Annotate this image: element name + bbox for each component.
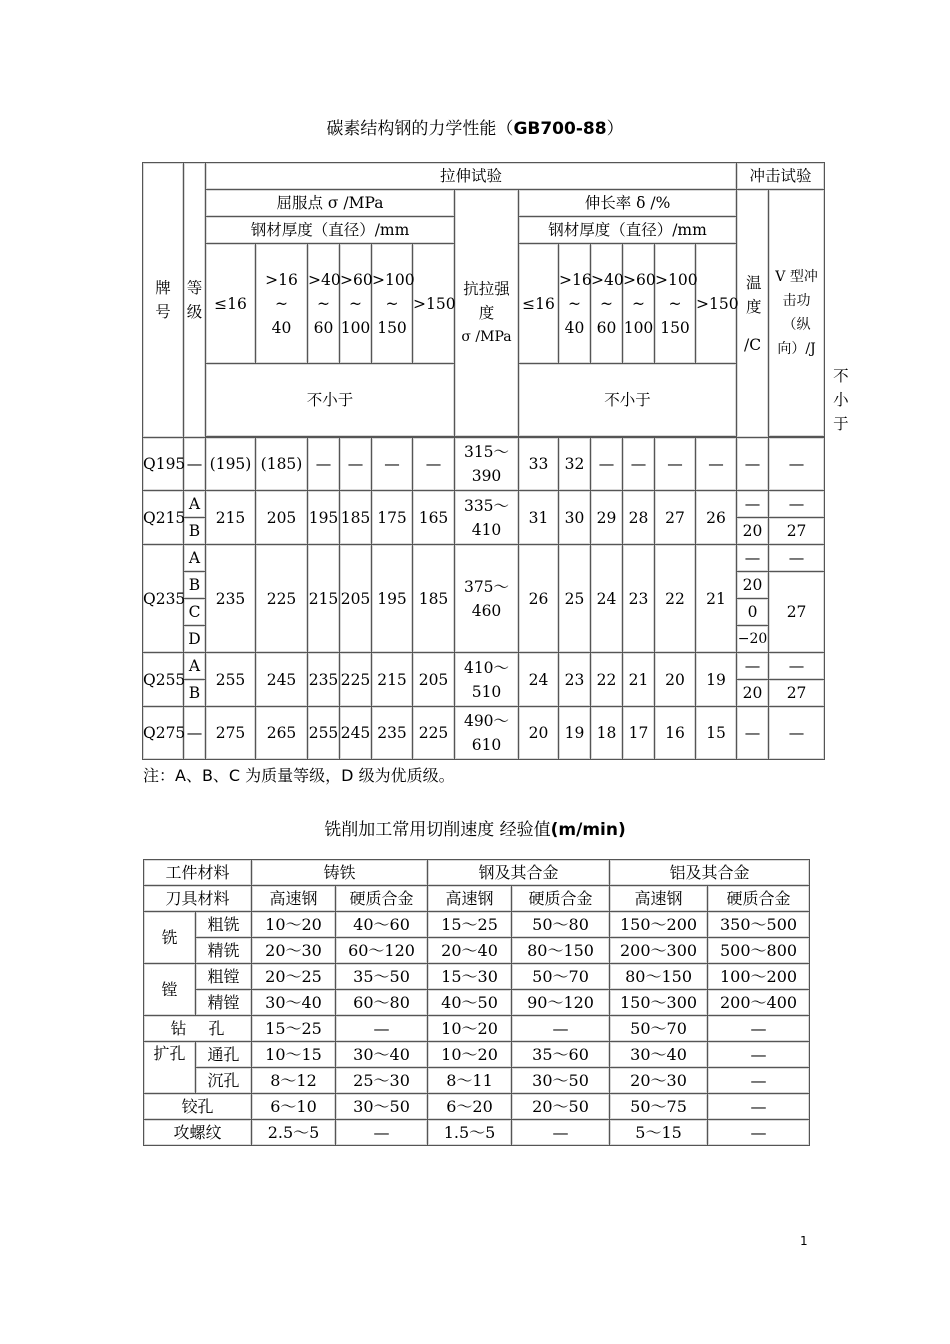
header-yield-thickness: 钢材厚度（直径）/mm bbox=[206, 217, 455, 244]
temperature-unit: /C bbox=[744, 335, 762, 354]
header-tool: 刀具材料 bbox=[144, 886, 252, 912]
impact-cell: 27 bbox=[769, 572, 825, 653]
strength-cell: 315～390 bbox=[455, 438, 519, 491]
elong-cell: 23 bbox=[623, 545, 655, 653]
group-boring: 镗 bbox=[144, 964, 196, 1016]
table1-title: 碳素结构钢的力学性能（GB700-88） bbox=[326, 119, 624, 139]
value-cell: — bbox=[336, 1016, 428, 1042]
value-cell: 60～120 bbox=[336, 938, 428, 964]
elong-cell: 22 bbox=[655, 545, 696, 653]
elong-cell: 32 bbox=[559, 438, 591, 491]
elong-cell: 21 bbox=[696, 545, 737, 653]
yield-cell: 185 bbox=[340, 491, 372, 545]
value-cell: 35～50 bbox=[336, 964, 428, 990]
yield-cell: 255 bbox=[308, 707, 340, 760]
elong-cell: 17 bbox=[623, 707, 655, 760]
class-cell: D bbox=[184, 626, 206, 653]
value-cell: — bbox=[336, 1120, 428, 1146]
table-row bbox=[144, 964, 810, 990]
value-cell: — bbox=[708, 1016, 810, 1042]
header-yield-point: 屈服点 σ /MPa bbox=[206, 190, 455, 217]
yield-cell: 235 bbox=[308, 653, 340, 707]
value-cell: 80～150 bbox=[512, 938, 610, 964]
header-carbide: 硬质合金 bbox=[708, 886, 810, 912]
elong-range-2: >16 ~ 40 bbox=[559, 244, 591, 364]
temp-cell: — bbox=[737, 545, 769, 572]
elong-cell: 24 bbox=[519, 653, 559, 707]
table-row bbox=[144, 1016, 810, 1042]
grade-cell: Q255 bbox=[143, 653, 184, 707]
elong-cell: 19 bbox=[559, 707, 591, 760]
value-cell: 90～120 bbox=[512, 990, 610, 1016]
mechanical-properties-table: 牌号 等级 拉伸试验 冲击试验 屈服点 σ /MPa 抗拉强度 σ /MPa 伸长率 δ /% 温度 /C V 型冲击功（纵向）/J 钢材厚度（直径）/mm 钢材厚度（直径）/mm ≤16 >16 ~ 40 >40 ~ 60 >60 ~ 100 >100 ~ 150 >150 ≤16 >16 ~ 40 >40 ~ 60 >60 ~ 100 >100 ~ 150 >150 不小于 不小于 不小于 Q195 — (195) (185) — — — — 315～390 33 32 — — — — — — Q215 A 215 205 195 185 175 165 335～410 31 30 29 28 27 26 — — B 20 27 Q235 A 235 225 215 205 195 185 375～460 26 25 24 23 22 21 — — B 20 27 C 0 D −20 Q255 A 255 245 235 225 215 205 410～510 24 23 22 21 20 19 — — B 20 27 Q275 — 275 265 255 245 235 225 490～610 20 19 18 17 16 15 — — bbox=[142, 162, 825, 760]
header-workpiece: 工件材料 bbox=[144, 860, 252, 886]
value-cell: 10～15 bbox=[252, 1042, 336, 1068]
value-cell: 15～25 bbox=[252, 1016, 336, 1042]
class-cell: A bbox=[184, 653, 206, 680]
op-cell-drilling bbox=[144, 1016, 252, 1042]
value-cell: 50～80 bbox=[512, 912, 610, 938]
header-hss: 高速钢 bbox=[610, 886, 708, 912]
value-cell: 80～150 bbox=[610, 964, 708, 990]
elong-range-6: >150 bbox=[696, 244, 737, 364]
value-cell: 60～80 bbox=[336, 990, 428, 1016]
yield-range-3: >40 ~ 60 bbox=[308, 244, 340, 364]
elong-cell: 15 bbox=[696, 707, 737, 760]
page-number: 1 bbox=[800, 1234, 808, 1248]
impact-cell: 27 bbox=[769, 518, 825, 545]
elong-cell: — bbox=[623, 438, 655, 491]
impact-cell: — bbox=[769, 438, 825, 491]
value-cell: 20～40 bbox=[428, 938, 512, 964]
elong-cell: 24 bbox=[591, 545, 623, 653]
elong-cell: 31 bbox=[519, 491, 559, 545]
yield-cell: — bbox=[413, 438, 455, 491]
yield-cell: 225 bbox=[413, 707, 455, 760]
yield-cell: (185) bbox=[256, 438, 308, 491]
value-cell: 30～40 bbox=[610, 1042, 708, 1068]
op-cell: 沉孔 bbox=[196, 1068, 252, 1094]
yield-cell: 225 bbox=[340, 653, 372, 707]
class-cell: C bbox=[184, 599, 206, 626]
elong-cell: 30 bbox=[559, 491, 591, 545]
yield-cell: 245 bbox=[256, 653, 308, 707]
value-cell: 10～20 bbox=[428, 1016, 512, 1042]
header-temperature bbox=[737, 190, 769, 438]
value-cell: — bbox=[512, 1120, 610, 1146]
value-cell: 1.5～5 bbox=[428, 1120, 512, 1146]
class-cell: A bbox=[184, 545, 206, 572]
grade-cell: Q215 bbox=[143, 491, 184, 545]
value-cell: 50～75 bbox=[610, 1094, 708, 1120]
value-cell: 30～50 bbox=[512, 1068, 610, 1094]
temp-cell: −20 bbox=[737, 626, 769, 653]
value-cell: 40～60 bbox=[336, 912, 428, 938]
value-cell: — bbox=[708, 1120, 810, 1146]
yield-range-4: >60 ~ 100 bbox=[340, 244, 372, 364]
yield-not-less: 不小于 bbox=[206, 364, 455, 437]
yield-cell: 195 bbox=[308, 491, 340, 545]
table-row bbox=[144, 886, 810, 912]
temp-cell: — bbox=[737, 491, 769, 518]
elong-cell: 18 bbox=[591, 707, 623, 760]
value-cell: 500～800 bbox=[708, 938, 810, 964]
yield-cell: — bbox=[372, 438, 413, 491]
impact-cell: — bbox=[769, 545, 825, 572]
value-cell: 2.5～5 bbox=[252, 1120, 336, 1146]
header-v-impact: V 型冲击功（纵向）/J bbox=[769, 190, 825, 437]
value-cell: — bbox=[708, 1094, 810, 1120]
strength-cell: 375～460 bbox=[455, 545, 519, 653]
cutting-speed-table bbox=[143, 859, 810, 1146]
class-cell: B bbox=[184, 680, 206, 707]
temp-cell: — bbox=[737, 438, 769, 491]
value-cell: 20～25 bbox=[252, 964, 336, 990]
header-impact-test: 冲击试验 bbox=[737, 163, 825, 190]
temperature-label: 温度 bbox=[746, 273, 762, 316]
elong-cell: 27 bbox=[655, 491, 696, 545]
yield-cell: 265 bbox=[256, 707, 308, 760]
value-cell: 20～50 bbox=[512, 1094, 610, 1120]
table-row bbox=[143, 653, 825, 680]
yield-cell: 185 bbox=[413, 545, 455, 653]
value-cell: 6～10 bbox=[252, 1094, 336, 1120]
op-cell: 粗镗 bbox=[196, 964, 252, 990]
grade-cell: Q275 bbox=[143, 707, 184, 760]
elong-cell: 19 bbox=[696, 653, 737, 707]
elong-cell: — bbox=[655, 438, 696, 491]
value-cell: 8～11 bbox=[428, 1068, 512, 1094]
value-cell: 10～20 bbox=[252, 912, 336, 938]
header-aluminum: 铝及其合金 bbox=[610, 860, 810, 886]
elong-cell: 21 bbox=[623, 653, 655, 707]
class-cell: A bbox=[184, 491, 206, 518]
yield-cell: — bbox=[308, 438, 340, 491]
table-row bbox=[143, 438, 825, 491]
table-row bbox=[143, 491, 825, 518]
class-cell: — bbox=[184, 707, 206, 760]
op-cell: 铰孔 bbox=[144, 1094, 252, 1120]
value-cell: 200～400 bbox=[708, 990, 810, 1016]
header-carbide: 硬质合金 bbox=[336, 886, 428, 912]
header-elongation: 伸长率 δ /% bbox=[519, 190, 737, 217]
value-cell: 200～300 bbox=[610, 938, 708, 964]
temp-cell: 20 bbox=[737, 680, 769, 707]
yield-cell: 205 bbox=[413, 653, 455, 707]
value-cell: 40～50 bbox=[428, 990, 512, 1016]
table-row bbox=[143, 545, 825, 572]
yield-range-1: ≤16 bbox=[206, 244, 256, 364]
table-row bbox=[144, 1120, 810, 1146]
impact-cell: — bbox=[769, 653, 825, 680]
group-reaming: 扩孔 bbox=[144, 1042, 196, 1094]
elong-cell: 26 bbox=[696, 491, 737, 545]
elong-cell: 20 bbox=[519, 707, 559, 760]
elong-cell: — bbox=[696, 438, 737, 491]
temp-cell: 20 bbox=[737, 572, 769, 599]
temp-cell: — bbox=[737, 653, 769, 680]
drill-label-b: 孔 bbox=[208, 1018, 225, 1038]
header-grade: 牌号 bbox=[143, 163, 184, 438]
yield-cell: 245 bbox=[340, 707, 372, 760]
yield-cell: 225 bbox=[256, 545, 308, 653]
value-cell: 6～20 bbox=[428, 1094, 512, 1120]
yield-cell: 165 bbox=[413, 491, 455, 545]
drill-label-a: 钻 bbox=[170, 1018, 187, 1038]
value-cell: 150～200 bbox=[610, 912, 708, 938]
value-cell: 20～30 bbox=[252, 938, 336, 964]
header-tensile-test: 拉伸试验 bbox=[206, 163, 737, 190]
elong-range-3: >40 ~ 60 bbox=[591, 244, 623, 364]
value-cell: — bbox=[512, 1016, 610, 1042]
value-cell: 20～30 bbox=[610, 1068, 708, 1094]
value-cell: 350～500 bbox=[708, 912, 810, 938]
header-hss: 高速钢 bbox=[428, 886, 512, 912]
value-cell: 15～25 bbox=[428, 912, 512, 938]
elong-cell: 22 bbox=[591, 653, 623, 707]
op-cell: 粗铣 bbox=[196, 912, 252, 938]
elong-range-4: >60 ~ 100 bbox=[623, 244, 655, 364]
yield-cell: — bbox=[340, 438, 372, 491]
elong-cell: — bbox=[591, 438, 623, 491]
value-cell: 100～200 bbox=[708, 964, 810, 990]
value-cell: 30～40 bbox=[336, 1042, 428, 1068]
yield-cell: 205 bbox=[256, 491, 308, 545]
tensile-strength-label: 抗拉强度 bbox=[463, 280, 510, 322]
elong-cell: 28 bbox=[623, 491, 655, 545]
yield-cell: 195 bbox=[372, 545, 413, 653]
elong-cell: 16 bbox=[655, 707, 696, 760]
tensile-strength-unit: σ /MPa bbox=[461, 329, 512, 345]
temp-cell: 20 bbox=[737, 518, 769, 545]
header-elong-thickness: 钢材厚度（直径）/mm bbox=[519, 217, 737, 244]
class-cell: — bbox=[184, 438, 206, 491]
header-hss: 高速钢 bbox=[252, 886, 336, 912]
op-cell: 精铣 bbox=[196, 938, 252, 964]
table-row bbox=[144, 1094, 810, 1120]
value-cell: 30～40 bbox=[252, 990, 336, 1016]
value-cell: 8～12 bbox=[252, 1068, 336, 1094]
impact-cell: — bbox=[769, 707, 825, 760]
strength-cell: 335～410 bbox=[455, 491, 519, 545]
elong-cell: 23 bbox=[559, 653, 591, 707]
yield-cell: 215 bbox=[308, 545, 340, 653]
yield-cell: 275 bbox=[206, 707, 256, 760]
grade-cell: Q235 bbox=[143, 545, 184, 653]
header-carbide: 硬质合金 bbox=[512, 886, 610, 912]
table-row bbox=[144, 912, 810, 938]
table-row bbox=[144, 938, 810, 964]
temp-cell: 0 bbox=[737, 599, 769, 626]
elong-range-1: ≤16 bbox=[519, 244, 559, 364]
value-cell: 50～70 bbox=[512, 964, 610, 990]
yield-cell: 215 bbox=[372, 653, 413, 707]
elong-range-5: >100 ~ 150 bbox=[655, 244, 696, 364]
elong-cell: 26 bbox=[519, 545, 559, 653]
temp-cell: — bbox=[737, 707, 769, 760]
value-cell: 10～20 bbox=[428, 1042, 512, 1068]
class-cell: B bbox=[184, 518, 206, 545]
op-cell: 通孔 bbox=[196, 1042, 252, 1068]
value-cell: 5～15 bbox=[610, 1120, 708, 1146]
value-cell: 35～60 bbox=[512, 1042, 610, 1068]
value-cell: 30～50 bbox=[336, 1094, 428, 1120]
strength-cell: 490～610 bbox=[455, 707, 519, 760]
yield-cell: 255 bbox=[206, 653, 256, 707]
elong-cell: 29 bbox=[591, 491, 623, 545]
header-steel: 钢及其合金 bbox=[428, 860, 610, 886]
class-cell: B bbox=[184, 572, 206, 599]
value-cell: 50～70 bbox=[610, 1016, 708, 1042]
impact-cell: 27 bbox=[769, 680, 825, 707]
impact-cell: — bbox=[769, 491, 825, 518]
elong-cell: 25 bbox=[559, 545, 591, 653]
value-cell: 25～30 bbox=[336, 1068, 428, 1094]
op-cell: 攻螺纹 bbox=[144, 1120, 252, 1146]
header-class: 等级 bbox=[184, 163, 206, 438]
table-row bbox=[144, 860, 810, 886]
table2-title: 铣削加工常用切削速度 经验值(m/min) bbox=[324, 820, 626, 840]
value-cell: 15～30 bbox=[428, 964, 512, 990]
yield-cell: (195) bbox=[206, 438, 256, 491]
quality-note: 注：A、B、C 为质量等级，D 级为优质级。 bbox=[143, 766, 455, 785]
table-row bbox=[144, 1042, 810, 1068]
yield-range-6: >150 bbox=[413, 244, 455, 364]
table-row bbox=[144, 990, 810, 1016]
header-tensile-strength bbox=[455, 190, 519, 437]
table-row bbox=[144, 1068, 810, 1094]
value-cell: 150～300 bbox=[610, 990, 708, 1016]
yield-cell: 175 bbox=[372, 491, 413, 545]
yield-cell: 235 bbox=[206, 545, 256, 653]
value-cell: — bbox=[708, 1068, 810, 1094]
yield-cell: 205 bbox=[340, 545, 372, 653]
yield-cell: 235 bbox=[372, 707, 413, 760]
yield-range-2: >16 ~ 40 bbox=[256, 244, 308, 364]
strength-cell: 410～510 bbox=[455, 653, 519, 707]
table-row bbox=[143, 707, 825, 760]
yield-cell: 215 bbox=[206, 491, 256, 545]
group-milling: 铣 bbox=[144, 912, 196, 964]
op-cell: 精镗 bbox=[196, 990, 252, 1016]
header-cast-iron: 铸铁 bbox=[252, 860, 428, 886]
elong-not-less: 不小于 bbox=[519, 364, 737, 437]
value-cell: — bbox=[708, 1042, 810, 1068]
elong-cell: 20 bbox=[655, 653, 696, 707]
elong-cell: 33 bbox=[519, 438, 559, 491]
yield-range-5: >100 ~ 150 bbox=[372, 244, 413, 364]
grade-cell: Q195 bbox=[143, 438, 184, 491]
